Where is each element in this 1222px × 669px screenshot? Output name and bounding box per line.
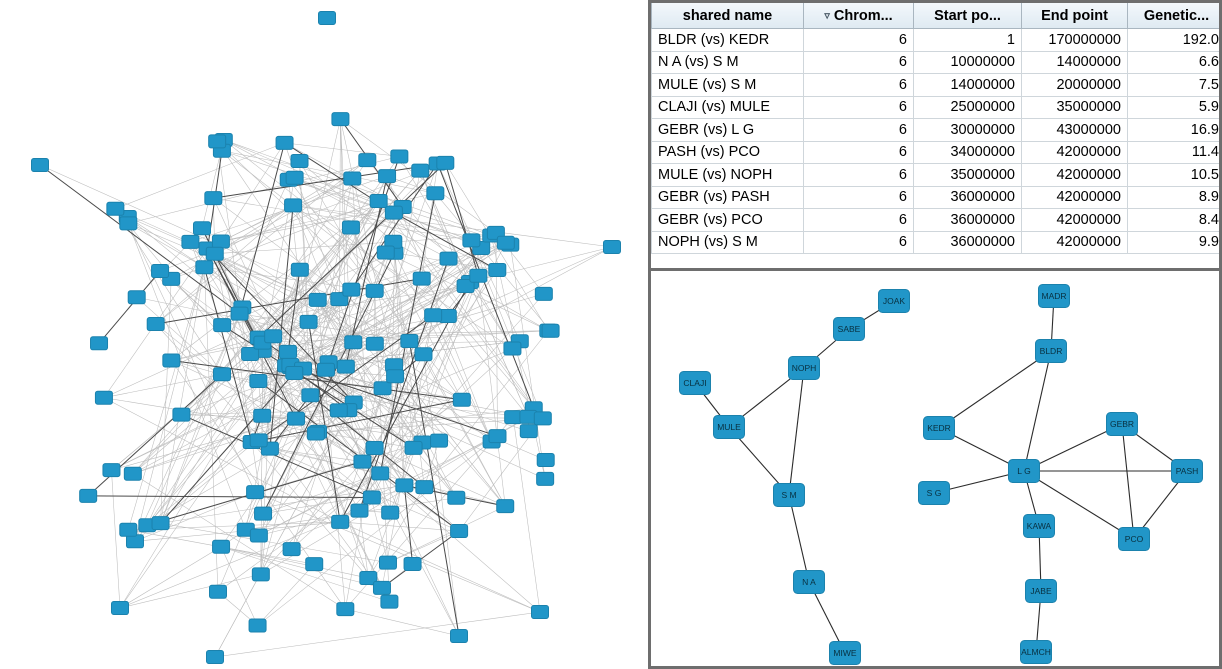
graph-node[interactable] xyxy=(250,375,267,388)
graph-node[interactable] xyxy=(415,348,432,361)
node-label: PCO xyxy=(1124,533,1144,544)
network-edge xyxy=(161,374,222,523)
cell-end-point: 42000000 xyxy=(1022,141,1128,164)
network-edge xyxy=(375,448,506,506)
graph-node[interactable] xyxy=(288,412,305,425)
cell-genetic: 16.9 xyxy=(1128,119,1222,142)
cell-chromosome: 6 xyxy=(804,231,914,254)
graph-node[interactable] xyxy=(279,345,296,358)
graph-node[interactable] xyxy=(789,357,820,380)
graph-node[interactable] xyxy=(343,283,360,296)
graph-node[interactable] xyxy=(427,187,444,200)
cell-start-point: 34000000 xyxy=(914,141,1022,164)
graph-node[interactable] xyxy=(714,416,745,439)
graph-node[interactable] xyxy=(213,540,230,553)
graph-node[interactable] xyxy=(532,606,549,619)
graph-node[interactable] xyxy=(535,287,552,300)
table-header-row xyxy=(652,3,1222,29)
graph-node[interactable] xyxy=(291,263,308,276)
graph-node[interactable] xyxy=(214,368,231,381)
filter-icon[interactable]: ▿ xyxy=(824,10,830,22)
network-edge xyxy=(388,506,505,563)
node-label: ALMCH xyxy=(1021,646,1051,657)
graph-node[interactable] xyxy=(924,417,955,440)
cell-genetic: 9.9 xyxy=(1128,231,1222,254)
cell-end-point: 42000000 xyxy=(1022,209,1128,232)
graph-node[interactable] xyxy=(182,235,199,248)
graph-node[interactable] xyxy=(385,206,402,219)
graph-node[interactable] xyxy=(337,603,354,616)
graph-node[interactable] xyxy=(425,309,442,322)
network-edge xyxy=(388,531,459,563)
graph-node[interactable] xyxy=(834,318,865,341)
table-row[interactable] xyxy=(652,119,1222,142)
cell-end-point: 170000000 xyxy=(1022,29,1128,52)
graph-node[interactable] xyxy=(345,336,362,349)
graph-node[interactable] xyxy=(370,194,387,207)
table-row[interactable] xyxy=(652,164,1222,187)
graph-node[interactable] xyxy=(451,630,468,643)
graph-node[interactable] xyxy=(470,269,487,282)
graph-node[interactable] xyxy=(505,411,522,424)
graph-node[interactable] xyxy=(124,467,141,480)
graph-node[interactable] xyxy=(120,523,137,536)
network-edge xyxy=(340,522,540,612)
column-header-genetic[interactable] xyxy=(1128,3,1222,29)
graph-node[interactable] xyxy=(440,252,457,265)
node-label: GEBR xyxy=(1109,418,1135,429)
graph-node[interactable] xyxy=(250,434,267,447)
node-label: MIWE xyxy=(833,647,857,658)
network-edge xyxy=(133,474,345,609)
cell-genetic: 8.4 xyxy=(1128,209,1222,232)
network-large-nodes[interactable] xyxy=(32,12,621,664)
graph-node[interactable] xyxy=(379,556,396,569)
cell-end-point: 42000000 xyxy=(1022,164,1128,187)
graph-node[interactable] xyxy=(173,408,190,421)
graph-node[interactable] xyxy=(286,366,303,379)
graph-node[interactable] xyxy=(291,154,308,167)
graph-node[interactable] xyxy=(451,525,468,538)
column-header-end-point[interactable] xyxy=(1022,3,1128,29)
graph-node[interactable] xyxy=(1021,641,1052,664)
graph-node[interactable] xyxy=(366,284,383,297)
cell-start-point: 36000000 xyxy=(914,209,1022,232)
node-label: BLDR xyxy=(1039,345,1063,356)
cell-shared-name: GEBR (vs) PCO xyxy=(652,209,804,232)
graph-node[interactable] xyxy=(366,337,383,350)
graph-node[interactable] xyxy=(103,464,120,477)
node-label: JABE xyxy=(1030,585,1052,596)
graph-node[interactable] xyxy=(463,234,480,247)
graph-node[interactable] xyxy=(205,192,222,205)
column-header-start-point[interactable] xyxy=(914,3,1022,29)
cell-shared-name: GEBR (vs) PASH xyxy=(652,186,804,209)
table-row[interactable] xyxy=(652,186,1222,209)
graph-node[interactable] xyxy=(300,315,317,328)
graph-node[interactable] xyxy=(497,500,514,513)
node-label: SABE xyxy=(837,323,861,334)
graph-node[interactable] xyxy=(879,290,910,313)
graph-node[interactable] xyxy=(391,150,408,163)
cell-shared-name: GEBR (vs) L G xyxy=(652,119,804,142)
graph-node[interactable] xyxy=(337,360,354,373)
cell-end-point: 43000000 xyxy=(1022,119,1128,142)
cell-chromosome: 6 xyxy=(804,29,914,52)
graph-node[interactable] xyxy=(396,479,413,492)
graph-node[interactable] xyxy=(128,291,145,304)
column-header-label: Start po... xyxy=(934,7,1001,24)
graph-node[interactable] xyxy=(306,558,323,571)
node-label: KEDR xyxy=(927,422,951,433)
graph-node[interactable] xyxy=(431,434,448,447)
graph-node[interactable] xyxy=(276,136,293,149)
graph-node[interactable] xyxy=(534,412,551,425)
graph-node[interactable] xyxy=(147,318,164,331)
network-edge xyxy=(1024,351,1051,471)
node-label: S G xyxy=(926,487,942,498)
node-label: JOAK xyxy=(882,295,906,306)
graph-node[interactable] xyxy=(1172,460,1203,483)
graph-node[interactable] xyxy=(412,164,429,177)
graph-node[interactable] xyxy=(317,363,334,376)
graph-node[interactable] xyxy=(542,324,559,337)
column-header-label: Chrom... xyxy=(833,7,893,24)
cell-genetic: 7.5 xyxy=(1128,74,1222,97)
graph-node[interactable] xyxy=(250,529,267,542)
graph-node[interactable] xyxy=(212,235,229,248)
graph-node[interactable] xyxy=(401,334,418,347)
graph-node[interactable] xyxy=(537,453,554,466)
graph-node[interactable] xyxy=(319,12,336,25)
network-edge xyxy=(345,609,459,636)
graph-node[interactable] xyxy=(382,506,399,519)
cell-genetic: 10.5 xyxy=(1128,164,1222,187)
node-label: PASH xyxy=(1175,465,1199,476)
graph-node[interactable] xyxy=(255,507,272,520)
graph-node[interactable] xyxy=(413,272,430,285)
cell-end-point: 35000000 xyxy=(1022,96,1128,119)
graph-node[interactable] xyxy=(207,651,224,664)
cell-chromosome: 6 xyxy=(804,186,914,209)
graph-node[interactable] xyxy=(209,585,226,598)
graph-node[interactable] xyxy=(381,595,398,608)
graph-node[interactable] xyxy=(416,481,433,494)
cell-genetic: 5.9 xyxy=(1128,96,1222,119)
graph-node[interactable] xyxy=(309,293,326,306)
cell-genetic: 8.9 xyxy=(1128,186,1222,209)
network-edge xyxy=(293,205,612,247)
column-header-shared-name[interactable] xyxy=(652,3,804,29)
node-label: KAWA xyxy=(1026,520,1052,531)
graph-node[interactable] xyxy=(1119,528,1150,551)
network-edge xyxy=(147,442,251,525)
cell-shared-name: MULE (vs) NOPH xyxy=(652,164,804,187)
table-body[interactable] xyxy=(652,29,1222,254)
cell-start-point: 36000000 xyxy=(914,231,1022,254)
graph-node[interactable] xyxy=(919,482,950,505)
node-label: MULE xyxy=(717,421,741,432)
cell-start-point: 14000000 xyxy=(914,74,1022,97)
graph-node[interactable] xyxy=(231,307,248,320)
graph-node[interactable] xyxy=(489,263,506,276)
graph-node[interactable] xyxy=(286,171,303,184)
network-edge xyxy=(221,547,382,588)
graph-node[interactable] xyxy=(537,472,554,485)
column-header-label: Genetic... xyxy=(1143,7,1210,24)
graph-node[interactable] xyxy=(120,217,137,230)
node-label: MADR xyxy=(1041,290,1067,301)
network-view-small[interactable] xyxy=(648,268,1222,669)
graph-node[interactable] xyxy=(830,642,861,665)
cell-start-point: 36000000 xyxy=(914,186,1022,209)
graph-node[interactable] xyxy=(504,342,521,355)
column-header-chromosome[interactable] xyxy=(804,3,914,29)
graph-node[interactable] xyxy=(342,221,359,234)
table-row[interactable] xyxy=(652,209,1222,232)
graph-node[interactable] xyxy=(196,261,213,274)
graph-node[interactable] xyxy=(520,425,537,438)
network-small-canvas[interactable] xyxy=(651,271,1219,666)
graph-node[interactable] xyxy=(774,484,805,507)
graph-node[interactable] xyxy=(95,391,112,404)
cell-shared-name: NOPH (vs) S M xyxy=(652,231,804,254)
graph-node[interactable] xyxy=(387,370,404,383)
graph-node[interactable] xyxy=(373,581,390,594)
graph-node[interactable] xyxy=(363,491,380,504)
graph-node[interactable] xyxy=(330,404,347,417)
graph-node[interactable] xyxy=(437,156,454,169)
graph-node[interactable] xyxy=(265,330,282,343)
graph-node[interactable] xyxy=(344,172,361,185)
interval-table-panel[interactable] xyxy=(648,0,1222,268)
graph-node[interactable] xyxy=(497,236,514,249)
graph-node[interactable] xyxy=(252,568,269,581)
node-label: N A xyxy=(802,576,816,587)
graph-node[interactable] xyxy=(379,170,396,183)
network-edge xyxy=(120,547,221,608)
graph-node[interactable] xyxy=(794,571,825,594)
cell-chromosome: 6 xyxy=(804,96,914,119)
cell-shared-name: PASH (vs) PCO xyxy=(652,141,804,164)
network-edge xyxy=(789,368,804,495)
graph-node[interactable] xyxy=(1026,580,1057,603)
graph-node[interactable] xyxy=(80,489,97,502)
graph-node[interactable] xyxy=(254,409,271,422)
network-edge xyxy=(939,351,1051,428)
table-header xyxy=(652,3,1222,29)
network-edge xyxy=(471,240,542,418)
network-edge xyxy=(115,143,284,209)
graph-node[interactable] xyxy=(107,202,124,215)
graph-node[interactable] xyxy=(405,441,422,454)
graph-node[interactable] xyxy=(453,393,470,406)
network-edge xyxy=(394,213,472,241)
cell-shared-name: MULE (vs) S M xyxy=(652,74,804,97)
graph-node[interactable] xyxy=(351,504,368,517)
network-small-nodes[interactable] xyxy=(680,285,1203,665)
graph-node[interactable] xyxy=(285,199,302,212)
table-row[interactable] xyxy=(652,231,1222,254)
cell-genetic: 6.6 xyxy=(1128,51,1222,74)
table-row[interactable] xyxy=(652,141,1222,164)
graph-node[interactable] xyxy=(152,517,169,530)
graph-node[interactable] xyxy=(209,135,226,148)
cell-start-point: 25000000 xyxy=(914,96,1022,119)
cell-chromosome: 6 xyxy=(804,74,914,97)
graph-node[interactable] xyxy=(112,602,129,615)
graph-node[interactable] xyxy=(404,557,421,570)
cell-start-point: 1 xyxy=(914,29,1022,52)
graph-node[interactable] xyxy=(1036,340,1067,363)
table-row[interactable] xyxy=(652,96,1222,119)
node-label: NOPH xyxy=(791,362,817,373)
cell-chromosome: 6 xyxy=(804,209,914,232)
graph-node[interactable] xyxy=(163,354,180,367)
graph-node[interactable] xyxy=(366,442,383,455)
graph-node[interactable] xyxy=(1107,413,1138,436)
graph-node[interactable] xyxy=(1039,285,1070,308)
graph-node[interactable] xyxy=(359,154,376,167)
cell-chromosome: 6 xyxy=(804,51,914,74)
table-row[interactable] xyxy=(652,29,1222,52)
graph-node[interactable] xyxy=(372,467,389,480)
graph-node[interactable] xyxy=(1024,515,1055,538)
graph-node[interactable] xyxy=(332,113,349,126)
cell-shared-name: N A (vs) S M xyxy=(652,51,804,74)
cell-end-point: 42000000 xyxy=(1022,186,1128,209)
graph-node[interactable] xyxy=(377,246,394,259)
interval-table[interactable] xyxy=(651,3,1222,254)
graph-node[interactable] xyxy=(354,455,371,468)
cell-chromosome: 6 xyxy=(804,141,914,164)
graph-node[interactable] xyxy=(206,247,223,260)
network-edge xyxy=(438,164,534,409)
network-edge xyxy=(478,276,505,506)
network-small-edges xyxy=(695,296,1187,653)
cell-start-point: 10000000 xyxy=(914,51,1022,74)
network-large-edges xyxy=(40,119,612,657)
graph-node[interactable] xyxy=(302,389,319,402)
graph-node[interactable] xyxy=(604,241,621,254)
table-row[interactable] xyxy=(652,74,1222,97)
column-header-label: End point xyxy=(1041,7,1108,24)
cell-start-point: 30000000 xyxy=(914,119,1022,142)
graph-node[interactable] xyxy=(448,491,465,504)
node-label: CLAJI xyxy=(683,377,707,388)
cell-end-point: 20000000 xyxy=(1022,74,1128,97)
cell-chromosome: 6 xyxy=(804,164,914,187)
network-edge xyxy=(111,470,120,608)
cell-chromosome: 6 xyxy=(804,119,914,142)
cell-shared-name: CLAJI (vs) MULE xyxy=(652,96,804,119)
network-edge xyxy=(513,417,540,612)
cell-start-point: 35000000 xyxy=(914,164,1022,187)
cell-genetic: 192.0 xyxy=(1128,29,1222,52)
graph-node[interactable] xyxy=(193,222,210,235)
node-label: L G xyxy=(1017,465,1031,476)
graph-node[interactable] xyxy=(332,515,349,528)
graph-node[interactable] xyxy=(249,619,266,632)
network-edge xyxy=(99,271,160,343)
network-edge xyxy=(1122,424,1134,539)
graph-node[interactable] xyxy=(91,337,108,350)
graph-node[interactable] xyxy=(374,382,391,395)
network-edge xyxy=(789,495,809,582)
graph-node[interactable] xyxy=(32,159,49,172)
graph-node[interactable] xyxy=(152,265,169,278)
graph-node[interactable] xyxy=(283,543,300,556)
cell-genetic: 11.4 xyxy=(1128,141,1222,164)
graph-node[interactable] xyxy=(1009,460,1040,483)
cell-end-point: 14000000 xyxy=(1022,51,1128,74)
graph-node[interactable] xyxy=(214,319,231,332)
table-row[interactable] xyxy=(652,51,1222,74)
graph-node[interactable] xyxy=(307,427,324,440)
cell-end-point: 42000000 xyxy=(1022,231,1128,254)
node-label: S M xyxy=(781,489,797,500)
graph-node[interactable] xyxy=(680,372,711,395)
graph-node[interactable] xyxy=(489,430,506,443)
column-header-label: shared name xyxy=(682,7,773,24)
graph-node[interactable] xyxy=(247,486,264,499)
cell-shared-name: BLDR (vs) KEDR xyxy=(652,29,804,52)
